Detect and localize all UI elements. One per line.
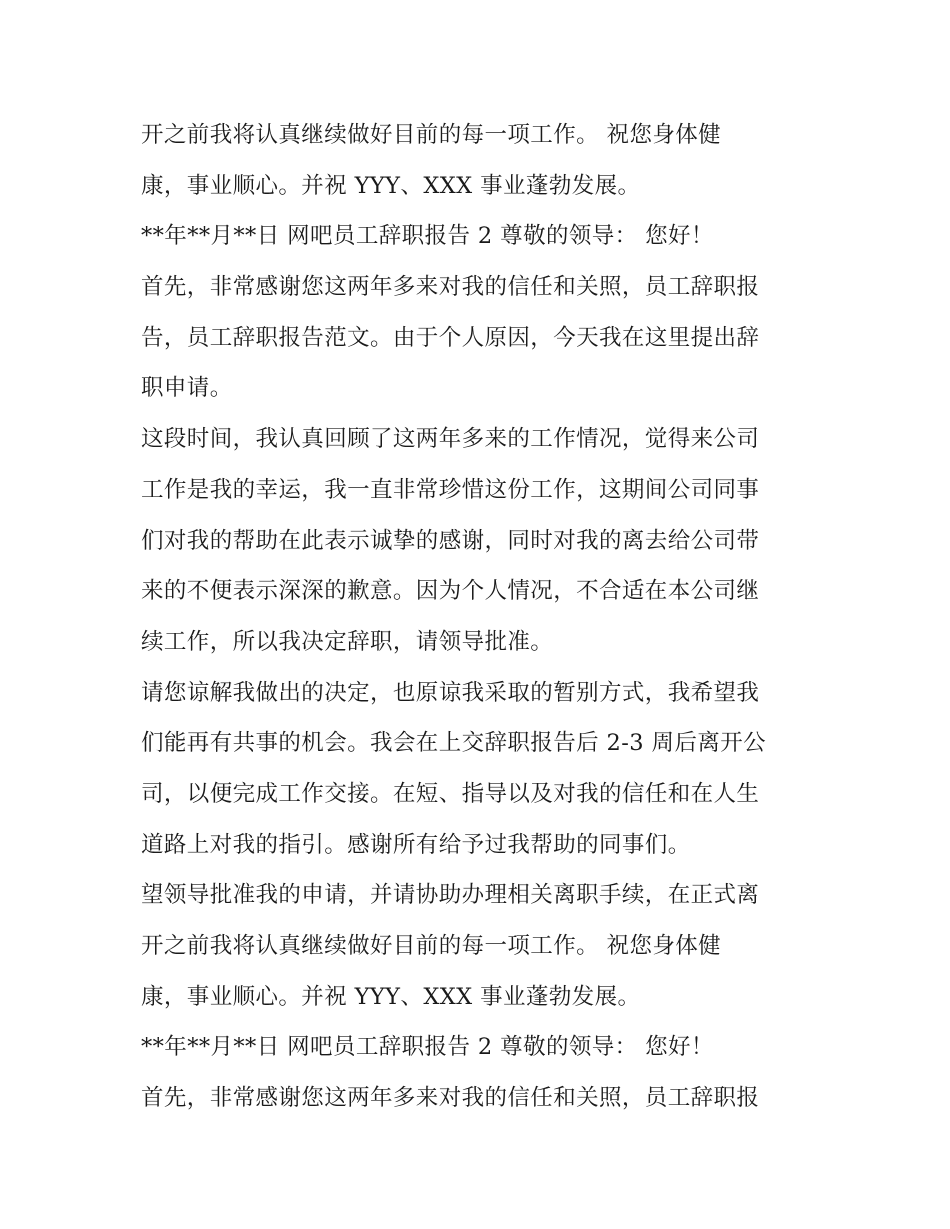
text-line: 道路上对我的指引。感谢所有给予过我帮助的同事们。 [141,831,691,858]
text-line: 职申请。 [141,375,233,402]
text-line: 请您谅解我做出的决定，也原谅我采取的暂别方式，我希望我 [141,679,760,706]
text-line: 告，员工辞职报告范文。由于个人原因，今天我在这里提出辞 [141,324,760,351]
text-line: 康，事业顺心。并祝 YYY、XXX 事业蓬勃发展。 [141,172,641,199]
text-line: 司，以便完成工作交接。在短、指导以及对我的信任和在人生 [141,780,760,807]
text-line: 望领导批准我的申请，并请协助办理相关离职手续，在正式离 [141,882,760,909]
text-line: 首先，非常感谢您这两年多来对我的信任和关照，员工辞职报 [141,274,760,301]
text-line: 这段时间，我认真回顾了这两年多来的工作情况，觉得来公司 [141,426,760,453]
text-line: 续工作，所以我决定辞职，请领导批准。 [141,628,554,655]
text-line: 首先，非常感谢您这两年多来对我的信任和关照，员工辞职报 [141,1085,760,1112]
text-line: 们对我的帮助在此表示诚挚的感谢，同时对我的离去给公司带 [141,527,760,554]
text-line: 开之前我将认真继续做好目前的每一项工作。 祝您身体健 [141,122,722,148]
text-line: 开之前我将认真继续做好目前的每一项工作。 祝您身体健 [141,933,722,959]
body-text [141,110,821,1124]
text-line: **年**月**日 网吧员工辞职报告 2 尊敬的领导： 您好！ [141,223,714,250]
text-line: 们能再有共事的机会。我会在上交辞职报告后 2-3 周后离开公 [141,730,767,757]
text-line: 来的不便表示深深的歉意。因为个人情况，不合适在本公司继 [141,578,760,605]
text-line: 康，事业顺心。并祝 YYY、XXX 事业蓬勃发展。 [141,983,641,1010]
text-line: 工作是我的幸运，我一直非常珍惜这份工作，这期间公司同事 [141,476,760,503]
text-line: **年**月**日 网吧员工辞职报告 2 尊敬的领导： 您好！ [141,1034,714,1061]
